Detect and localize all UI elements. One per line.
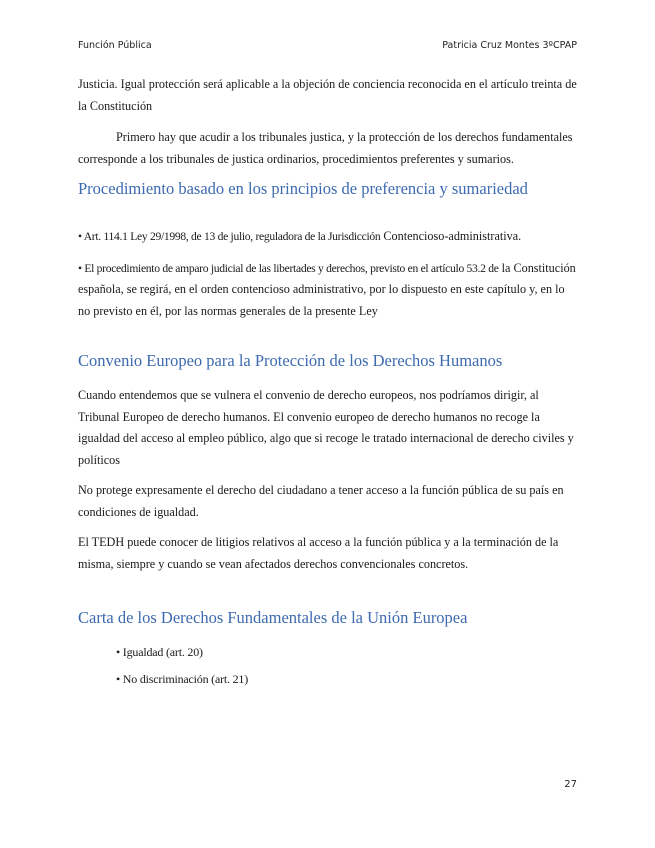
heading-procedimiento: Procedimiento basado en los principios de preferencia y sumariedad: [78, 179, 528, 198]
heading-carta: Carta de los Derechos Fundamentales de la Unión Europea: [78, 608, 468, 627]
bullet-art-114-rest: Contencioso-administrativa.: [380, 229, 522, 243]
header-author: Patricia Cruz Montes 3ºCPAP: [442, 40, 577, 51]
bullet-art-114: [78, 226, 578, 248]
list-item-no-discriminacion: • No discriminación (art. 21): [116, 672, 249, 686]
page-number: 27: [564, 779, 577, 790]
paragraph-convenio-3: El TEDH puede conocer de litigios relativos al acceso a la función pública y a la terminación de la misma, siempre y cuando se vean afectados derechos convencionales concretos.: [78, 535, 559, 571]
page-header: [78, 40, 577, 54]
bullet-art-114-ref: • Art. 114.1 Ley 29/1998, de 13 de julio, reguladora de la Jurisdicción: [78, 230, 381, 243]
bullet-amparo-ref: • El procedimiento de amparo judicial de las libertades y derechos, previsto en el artículo 53.2 de: [78, 261, 499, 275]
bullet-amparo-rest: la Constitución española, se regirá, en el orden contencioso administrativo, por lo dispuesto en este capítulo y, en lo no previsto en él, por las normas generales de la presente Ley: [78, 260, 576, 318]
paragraph-tribunales: Primero hay que acudir a los tribunales justica, y la protección de los derechos fundamentales corresponde a los tribunales de justica ordinarios, procedimientos preferentes y sumarios.: [78, 130, 573, 166]
bullet-amparo: [78, 258, 578, 323]
paragraph-convenio-1: Cuando entendemos que se vulnera el convenio de derecho europeos, nos podríamos dirigir, al Tribunal Europeo de derecho humanos. El convenio europeo de derecho humanos no recoge la igualdad del acceso al empleo público, algo que si recoge le tratado internacional de derecho civiles y políticos: [78, 388, 574, 467]
paragraph-convenio-2: No protege expresamente el derecho del ciudadano a tener acceso a la función pública de su país en condiciones de igualdad.: [78, 483, 564, 519]
carta-list: [78, 643, 578, 689]
page-content: [78, 74, 578, 697]
paragraph-justicia: Justicia. Igual protección será aplicable a la objeción de conciencia reconocida en el artículo treinta de la Constitución: [78, 77, 577, 113]
list-item-igualdad: • Igualdad (art. 20): [116, 645, 203, 659]
heading-convenio: Convenio Europeo para la Protección de los Derechos Humanos: [78, 351, 503, 370]
header-title: Función Pública: [78, 40, 152, 51]
